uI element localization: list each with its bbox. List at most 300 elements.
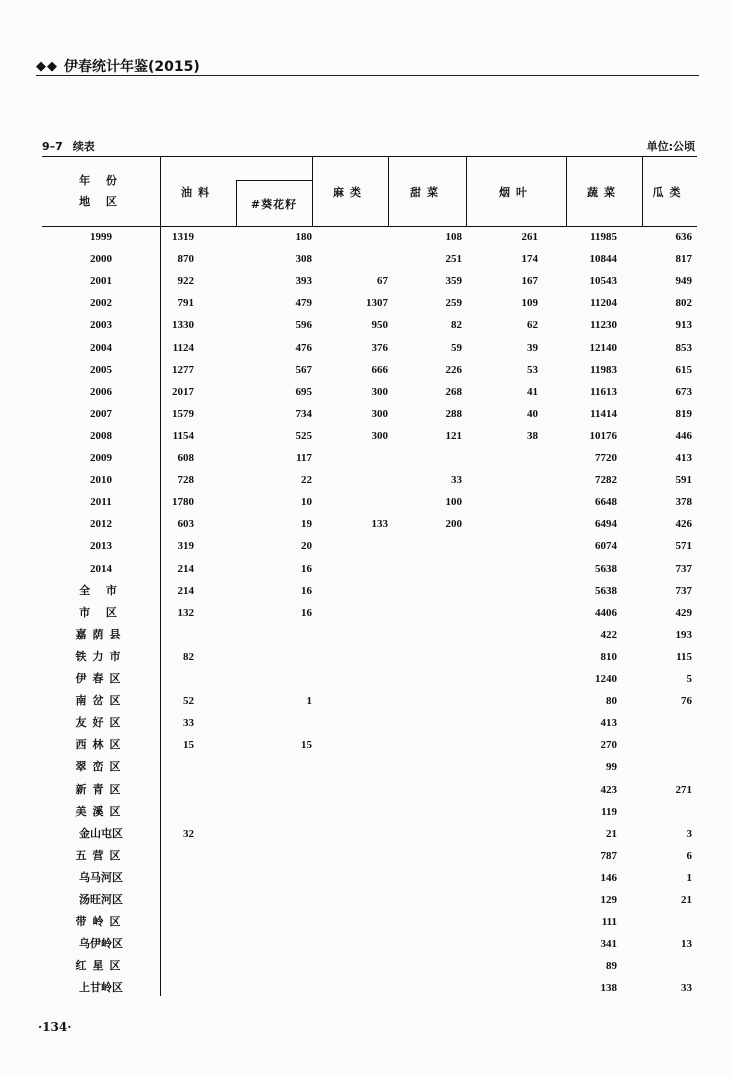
continued-label: 续表 xyxy=(72,140,95,153)
cell-sunflower xyxy=(252,668,312,690)
row-label: 上甘岭区 xyxy=(79,981,123,995)
cell-vegetable: 270 xyxy=(600,739,617,752)
cell-vegetable: 422 xyxy=(600,628,617,641)
cell-tobacco xyxy=(478,580,538,602)
row-label: 2014 xyxy=(90,562,112,575)
cell-vegetable: 99 xyxy=(606,761,617,774)
cell-vegetable: 6074 xyxy=(595,540,617,553)
cell-oil xyxy=(134,955,194,977)
cell-hemp xyxy=(328,911,388,933)
cell-sunflower: 20 xyxy=(301,540,312,553)
cell-oil: 922 xyxy=(177,275,194,288)
row-label: 红星区 xyxy=(75,959,127,973)
cell-hemp: 67 xyxy=(377,275,388,288)
cell-oil: 870 xyxy=(177,253,194,266)
running-header xyxy=(36,56,200,76)
row-label: 五营区 xyxy=(75,848,127,862)
cell-melon: 3 xyxy=(686,827,692,840)
cell-hemp xyxy=(328,447,388,469)
cell-beet xyxy=(402,911,462,933)
cell-tobacco xyxy=(478,535,538,557)
row-label: 2011 xyxy=(90,496,112,509)
cell-melon: 115 xyxy=(676,650,692,663)
cell-tobacco xyxy=(478,823,538,845)
page-number: ·134· xyxy=(38,1020,72,1034)
cell-melon: 1 xyxy=(686,871,692,884)
cell-sunflower xyxy=(252,889,312,911)
unit-label: 单位:公顷 xyxy=(646,140,695,153)
diamond-icon: ◆◆ xyxy=(36,58,58,74)
cell-vegetable: 111 xyxy=(601,916,617,929)
cell-melon: 426 xyxy=(675,518,692,531)
cell-beet: 108 xyxy=(445,231,462,243)
header-rule xyxy=(36,75,699,76)
cell-hemp: 666 xyxy=(371,363,388,376)
cell-melon: 6 xyxy=(686,849,692,862)
col-header-vegetable: 蔬菜 xyxy=(587,186,621,199)
cell-hemp: 300 xyxy=(371,429,388,442)
cell-beet: 259 xyxy=(445,297,462,310)
cell-tobacco xyxy=(478,513,538,535)
cell-sunflower: 15 xyxy=(301,739,312,752)
subheader-rule xyxy=(236,180,312,181)
cell-sunflower: 567 xyxy=(295,363,312,376)
cell-tobacco xyxy=(478,668,538,690)
cell-vegetable: 5638 xyxy=(595,584,617,597)
cell-hemp xyxy=(328,248,388,270)
cell-tobacco xyxy=(478,955,538,977)
cell-hemp xyxy=(328,845,388,867)
cell-oil xyxy=(134,845,194,867)
cell-hemp xyxy=(328,646,388,668)
cell-tobacco xyxy=(478,712,538,734)
cell-tobacco xyxy=(478,734,538,756)
row-label: 2009 xyxy=(90,452,112,464)
cell-sunflower xyxy=(252,933,312,955)
cell-tobacco xyxy=(478,624,538,646)
cell-beet xyxy=(402,734,462,756)
row-label: 南岔区 xyxy=(75,694,127,708)
cell-tobacco xyxy=(478,469,538,491)
cell-melon: 413 xyxy=(675,452,692,464)
cell-tobacco xyxy=(478,845,538,867)
cell-tobacco xyxy=(478,447,538,469)
cell-hemp xyxy=(328,712,388,734)
cell-oil xyxy=(134,801,194,823)
cell-hemp xyxy=(328,823,388,845)
cell-hemp xyxy=(328,558,388,580)
cell-sunflower: 695 xyxy=(295,385,312,398)
cell-beet xyxy=(402,668,462,690)
cell-oil: 32 xyxy=(183,827,194,840)
row-label: 乌伊岭区 xyxy=(79,937,123,951)
cell-beet xyxy=(402,823,462,845)
cell-vegetable: 11414 xyxy=(590,407,617,420)
cell-hemp xyxy=(328,801,388,823)
cell-oil: 608 xyxy=(177,452,194,464)
table-caption xyxy=(42,138,95,154)
cell-beet: 268 xyxy=(445,385,462,398)
cell-hemp: 950 xyxy=(371,319,388,332)
cell-beet: 288 xyxy=(445,407,462,420)
cell-hemp xyxy=(328,977,388,999)
cell-tobacco xyxy=(478,801,538,823)
cell-oil: 1124 xyxy=(172,341,194,354)
cell-hemp xyxy=(328,933,388,955)
row-label: 美溪区 xyxy=(75,804,127,818)
cell-tobacco xyxy=(478,690,538,712)
cell-melon: 673 xyxy=(675,385,692,398)
cell-tobacco: 38 xyxy=(527,429,538,442)
cell-sunflower: 393 xyxy=(295,275,312,288)
cell-sunflower xyxy=(252,712,312,734)
cell-tobacco xyxy=(478,491,538,513)
cell-sunflower: 308 xyxy=(295,253,312,266)
row-label: 金山屯区 xyxy=(79,826,123,840)
cell-beet: 200 xyxy=(445,518,462,531)
cell-beet xyxy=(402,646,462,668)
cell-beet xyxy=(402,867,462,889)
cell-vegetable: 1240 xyxy=(595,673,617,685)
cell-sunflower: 16 xyxy=(301,562,312,575)
cell-vegetable: 129 xyxy=(600,894,617,906)
cell-sunflower: 479 xyxy=(295,297,312,310)
cell-melon: 636 xyxy=(675,231,692,243)
cell-sunflower xyxy=(252,646,312,668)
cell-oil: 603 xyxy=(177,518,194,531)
cell-melon xyxy=(632,756,692,778)
cell-oil: 728 xyxy=(177,474,194,487)
cell-sunflower: 16 xyxy=(301,584,312,597)
cell-tobacco xyxy=(478,889,538,911)
cell-oil: 319 xyxy=(177,540,194,553)
cell-sunflower xyxy=(252,955,312,977)
cell-tobacco xyxy=(478,977,538,999)
cell-vegetable: 10844 xyxy=(589,253,617,266)
cell-melon: 913 xyxy=(675,319,692,332)
cell-sunflower xyxy=(252,756,312,778)
cell-tobacco xyxy=(478,756,538,778)
cell-beet xyxy=(402,977,462,999)
cell-beet: 121 xyxy=(445,429,462,442)
cell-melon: 378 xyxy=(675,496,692,509)
cell-vegetable: 11613 xyxy=(590,385,617,398)
col-header-melon: 瓜类 xyxy=(652,186,687,199)
cell-beet xyxy=(402,447,462,469)
cell-vegetable: 11983 xyxy=(590,363,617,376)
cell-oil: 33 xyxy=(183,717,194,730)
cell-vegetable: 810 xyxy=(600,650,617,663)
row-label: 伊春区 xyxy=(75,672,127,685)
cell-hemp: 300 xyxy=(371,385,388,398)
cell-sunflower xyxy=(252,867,312,889)
cell-vegetable: 11230 xyxy=(590,319,617,332)
cell-beet xyxy=(402,712,462,734)
cell-melon: 76 xyxy=(681,695,692,708)
row-label: 友好区 xyxy=(75,716,127,730)
cell-hemp xyxy=(328,580,388,602)
cell-melon: 571 xyxy=(675,540,692,553)
cell-vegetable: 89 xyxy=(606,960,617,973)
cell-oil: 2017 xyxy=(172,385,194,398)
cell-sunflower xyxy=(252,779,312,801)
cell-melon: 5 xyxy=(686,673,692,685)
cell-tobacco xyxy=(478,602,538,624)
cell-hemp: 133 xyxy=(371,518,388,531)
cell-oil xyxy=(134,779,194,801)
cell-beet xyxy=(402,690,462,712)
cell-sunflower: 117 xyxy=(296,452,312,464)
cell-tobacco: 40 xyxy=(527,407,538,420)
row-label: 2005 xyxy=(90,363,112,376)
col-header-oil: 油料 xyxy=(181,186,215,199)
row-label: 2013 xyxy=(90,540,112,553)
row-label: 2001 xyxy=(90,275,112,288)
cell-tobacco xyxy=(478,867,538,889)
cell-sunflower: 596 xyxy=(295,319,312,332)
cell-beet: 226 xyxy=(445,363,462,376)
cell-melon: 949 xyxy=(675,275,692,288)
cell-vegetable: 5638 xyxy=(595,562,617,575)
cell-hemp xyxy=(328,867,388,889)
cell-beet: 59 xyxy=(451,341,462,354)
cell-sunflower xyxy=(252,977,312,999)
cell-vegetable: 413 xyxy=(600,717,617,730)
row-label: 带岭区 xyxy=(75,915,127,929)
cell-melon: 615 xyxy=(675,363,692,376)
cell-tobacco: 39 xyxy=(527,341,538,354)
cell-hemp: 1307 xyxy=(366,297,388,310)
row-label: 2004 xyxy=(90,341,112,354)
cell-sunflower: 19 xyxy=(301,518,312,531)
cell-sunflower: 734 xyxy=(295,407,312,420)
cell-oil xyxy=(134,977,194,999)
cell-oil xyxy=(134,756,194,778)
cell-vegetable: 119 xyxy=(601,805,617,818)
cell-melon: 817 xyxy=(675,253,692,266)
cell-sunflower: 16 xyxy=(301,606,312,619)
cell-vegetable: 4406 xyxy=(595,606,617,619)
row-label: 2006 xyxy=(90,385,112,398)
cell-beet xyxy=(402,756,462,778)
cell-sunflower xyxy=(252,845,312,867)
book-title: 伊春统计年鉴(2015) xyxy=(64,59,200,75)
stub-header-year: 年 份 xyxy=(79,174,123,187)
cell-hemp xyxy=(328,756,388,778)
cell-sunflower: 22 xyxy=(301,474,312,487)
cell-sunflower xyxy=(252,801,312,823)
row-label: 西林区 xyxy=(75,738,127,752)
cell-melon xyxy=(632,911,692,933)
row-label: 翠峦区 xyxy=(75,760,127,774)
row-label: 2000 xyxy=(90,253,112,266)
cell-hemp xyxy=(328,469,388,491)
row-label: 2002 xyxy=(90,297,112,310)
cell-beet: 33 xyxy=(451,474,462,487)
cell-oil: 214 xyxy=(177,562,194,575)
row-label: 2008 xyxy=(90,429,112,442)
cell-beet xyxy=(402,779,462,801)
cell-tobacco xyxy=(478,558,538,580)
data-table xyxy=(42,156,697,996)
cell-beet xyxy=(402,602,462,624)
cell-oil: 1277 xyxy=(172,363,194,376)
cell-tobacco: 174 xyxy=(521,253,538,266)
cell-beet: 359 xyxy=(445,275,462,288)
row-label: 汤旺河区 xyxy=(79,893,123,906)
cell-melon: 446 xyxy=(675,429,692,442)
cell-beet xyxy=(402,933,462,955)
cell-vegetable: 10176 xyxy=(589,429,617,442)
cell-tobacco xyxy=(478,933,538,955)
cell-hemp xyxy=(328,535,388,557)
row-label: 嘉荫县 xyxy=(75,627,127,641)
table-number: 9–7 xyxy=(42,140,63,153)
cell-oil xyxy=(134,911,194,933)
cell-melon: 21 xyxy=(681,894,692,906)
cell-melon xyxy=(632,955,692,977)
cell-hemp: 376 xyxy=(371,341,388,354)
cell-tobacco: 261 xyxy=(521,231,538,243)
cell-vegetable: 6494 xyxy=(595,518,617,531)
cell-oil: 1579 xyxy=(172,407,194,420)
cell-oil xyxy=(134,668,194,690)
cell-hemp: 300 xyxy=(371,407,388,420)
cell-melon: 737 xyxy=(675,584,692,597)
cell-oil: 1780 xyxy=(172,496,194,509)
cell-beet xyxy=(402,801,462,823)
cell-melon: 429 xyxy=(675,606,692,619)
cell-sunflower xyxy=(252,624,312,646)
cell-vegetable: 10543 xyxy=(589,275,617,288)
cell-vegetable: 80 xyxy=(606,695,617,708)
cell-melon xyxy=(632,712,692,734)
cell-vegetable: 146 xyxy=(600,871,617,884)
cell-melon: 802 xyxy=(675,297,692,310)
cell-tobacco xyxy=(478,646,538,668)
cell-beet xyxy=(402,845,462,867)
cell-vegetable: 787 xyxy=(600,849,617,862)
cell-tobacco xyxy=(478,779,538,801)
top-rule xyxy=(42,156,697,157)
cell-hemp xyxy=(328,624,388,646)
cell-vegetable: 21 xyxy=(606,827,617,840)
cell-tobacco: 167 xyxy=(521,275,538,288)
row-label: 1999 xyxy=(90,231,112,243)
cell-tobacco: 41 xyxy=(527,385,538,398)
cell-vegetable: 11985 xyxy=(590,231,617,243)
cell-tobacco: 62 xyxy=(527,319,538,332)
cell-hemp xyxy=(328,889,388,911)
cell-oil xyxy=(134,889,194,911)
cell-melon: 737 xyxy=(675,562,692,575)
cell-oil: 214 xyxy=(177,584,194,597)
cell-melon: 853 xyxy=(675,341,692,354)
cell-melon xyxy=(632,801,692,823)
row-label: 市 区 xyxy=(79,605,123,619)
cell-oil: 1330 xyxy=(172,319,194,332)
cell-oil xyxy=(134,933,194,955)
cell-hemp xyxy=(328,734,388,756)
cell-oil: 52 xyxy=(183,695,194,708)
cell-oil: 1319 xyxy=(172,231,194,243)
cell-sunflower xyxy=(252,823,312,845)
cell-melon: 193 xyxy=(675,628,692,641)
cell-hemp xyxy=(328,226,388,248)
cell-melon: 271 xyxy=(675,783,692,796)
cell-sunflower: 10 xyxy=(301,496,312,509)
cell-tobacco: 109 xyxy=(521,297,538,310)
cell-vegetable: 423 xyxy=(600,783,617,796)
cell-vegetable: 6648 xyxy=(595,496,617,509)
cell-beet: 100 xyxy=(445,496,462,509)
cell-oil: 82 xyxy=(183,650,194,663)
cell-oil: 1154 xyxy=(172,429,194,442)
cell-sunflower: 1 xyxy=(306,695,312,708)
cell-vegetable: 138 xyxy=(600,982,617,995)
cell-vegetable: 341 xyxy=(600,938,617,951)
cell-tobacco xyxy=(478,911,538,933)
row-label: 2007 xyxy=(90,407,112,420)
col-header-tobacco: 烟叶 xyxy=(499,186,533,199)
cell-oil xyxy=(134,867,194,889)
cell-oil: 791 xyxy=(177,297,194,310)
row-label: 2010 xyxy=(90,474,112,487)
cell-hemp xyxy=(328,668,388,690)
cell-sunflower: 525 xyxy=(295,429,312,442)
cell-melon xyxy=(632,734,692,756)
stub-header-region: 地 区 xyxy=(79,195,123,208)
cell-sunflower: 180 xyxy=(295,231,312,243)
cell-hemp xyxy=(328,491,388,513)
cell-melon: 33 xyxy=(681,982,692,995)
cell-melon: 819 xyxy=(675,407,692,420)
cell-vegetable: 11204 xyxy=(590,297,617,310)
cell-hemp xyxy=(328,955,388,977)
cell-beet xyxy=(402,558,462,580)
cell-hemp xyxy=(328,690,388,712)
cell-oil: 15 xyxy=(183,739,194,752)
row-label: 全 市 xyxy=(79,583,123,597)
cell-beet xyxy=(402,580,462,602)
cell-sunflower xyxy=(252,911,312,933)
cell-hemp xyxy=(328,602,388,624)
cell-vegetable: 12140 xyxy=(589,341,617,354)
cell-beet xyxy=(402,624,462,646)
row-label: 2012 xyxy=(90,518,112,531)
cell-vegetable: 7720 xyxy=(595,452,617,464)
cell-vegetable: 7282 xyxy=(595,474,617,487)
cell-beet xyxy=(402,955,462,977)
row-label: 铁力市 xyxy=(75,649,127,663)
cell-melon: 591 xyxy=(675,474,692,487)
col-header-beet: 甜菜 xyxy=(410,186,444,199)
cell-melon: 13 xyxy=(681,938,692,951)
cell-oil: 132 xyxy=(177,606,194,619)
col-header-sunflower: #葵花籽 xyxy=(250,198,298,211)
cell-tobacco: 53 xyxy=(527,363,538,376)
row-label: 2003 xyxy=(90,319,112,332)
cell-beet xyxy=(402,889,462,911)
col-header-hemp: 麻类 xyxy=(333,186,367,199)
cell-beet: 251 xyxy=(445,253,462,266)
row-label: 乌马河区 xyxy=(79,870,123,884)
cell-sunflower: 476 xyxy=(295,341,312,354)
cell-beet: 82 xyxy=(451,319,462,332)
cell-beet xyxy=(402,535,462,557)
cell-oil xyxy=(134,624,194,646)
row-label: 新青区 xyxy=(75,782,127,796)
